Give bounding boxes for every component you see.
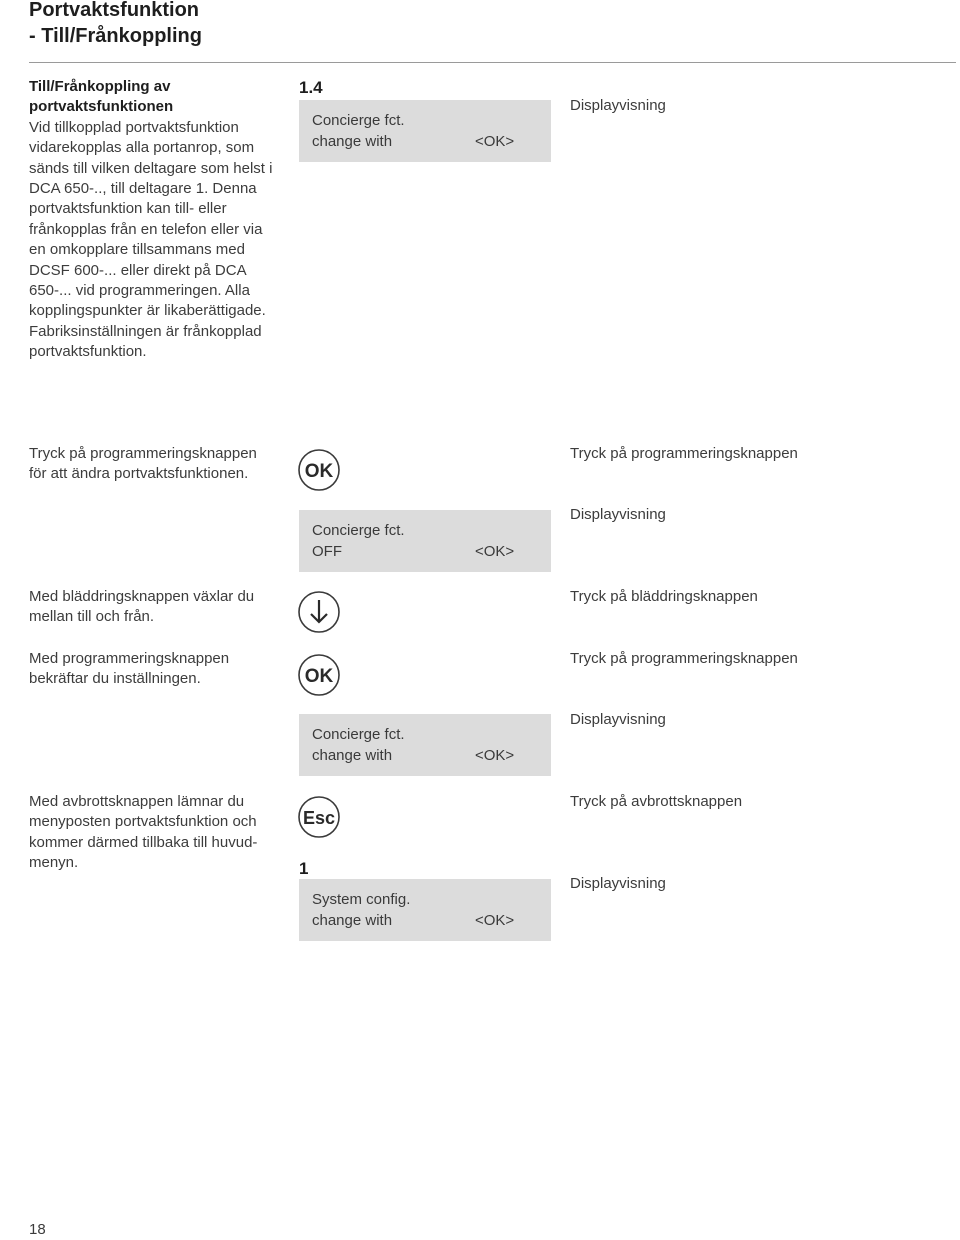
display-ok-hint: <OK> xyxy=(475,747,515,764)
header-divider xyxy=(29,62,956,63)
intro-line: DCSF 600-... eller direkt på DCA xyxy=(29,261,247,279)
intro-line: en omkopplare tillsammans med xyxy=(29,241,245,259)
label-display: Displayvisning xyxy=(570,711,666,728)
display-line1: Concierge fct. xyxy=(312,112,405,129)
intro-heading-line2: portvaktsfunktionen xyxy=(29,98,174,116)
ok-key-icon xyxy=(298,449,340,491)
display-line2: OFF xyxy=(312,543,342,560)
display-line2: change with xyxy=(312,747,393,764)
display-line1: System config. xyxy=(312,891,411,908)
display-panel xyxy=(299,879,551,941)
intro-line: vidarekopplas alla portanrop, som xyxy=(29,139,255,157)
display-line1: Concierge fct. xyxy=(312,522,405,539)
intro-heading-line1: Till/Frånkoppling av xyxy=(29,78,171,95)
intro-line: kopplingspunkter är likaberättigade. xyxy=(29,302,266,320)
step-text-scroll xyxy=(29,587,289,628)
step-line: Med avbrottsknappen lämnar du xyxy=(29,793,245,810)
step-line: menyn. xyxy=(29,854,79,872)
page-number: 18 xyxy=(29,1221,46,1238)
esc-key-icon xyxy=(298,796,340,838)
ok-key-icon xyxy=(298,654,340,696)
display-line2: change with xyxy=(312,912,393,929)
ok-key-label: OK xyxy=(304,461,334,482)
section-number-1: 1 xyxy=(299,859,309,878)
step-line: bekräftar du inställningen. xyxy=(29,670,201,688)
step-line: för att ändra portvaktsfunktionen. xyxy=(29,465,249,483)
title-line-2: - Till/Frånkoppling xyxy=(29,25,202,47)
step-line: mellan till och från. xyxy=(29,608,155,626)
display-ok-hint: <OK> xyxy=(475,912,515,929)
display-ok-hint: <OK> xyxy=(475,543,515,560)
display-ok-hint: <OK> xyxy=(475,133,515,150)
label-display: Displayvisning xyxy=(570,506,666,523)
label-display: Displayvisning xyxy=(570,875,666,892)
intro-line: DCA 650-.., till deltagare 1. Denna xyxy=(29,180,257,198)
intro-line: Fabriksinställningen är frånkopplad xyxy=(29,322,262,340)
step-text-escape xyxy=(29,792,289,874)
display-line2: change with xyxy=(312,133,393,150)
step-line: Med programmeringsknappen xyxy=(29,650,230,667)
label-press-esc: Tryck på avbrottsknappen xyxy=(570,793,743,810)
step-line: menyposten portvaktsfunktion och xyxy=(29,813,257,831)
intro-line: 650-... vid programmeringen. Alla xyxy=(29,282,250,300)
scroll-down-key-icon xyxy=(298,591,340,633)
intro-paragraph xyxy=(29,77,284,363)
esc-key-label: Esc xyxy=(302,808,336,828)
section-number-1-4: 1.4 xyxy=(299,78,323,97)
label-press-prog: Tryck på programmeringsknappen xyxy=(570,650,798,667)
intro-line: portvaktsfunktion. xyxy=(29,343,147,361)
intro-line: Vid tillkopplad portvaktsfunktion xyxy=(29,118,239,136)
display-panel xyxy=(299,100,551,162)
label-press-scroll: Tryck på bläddringsknappen xyxy=(570,588,758,605)
title-line-1: Portvaktsfunktion xyxy=(29,0,200,21)
intro-line: sänds till vilken deltagare som helst i xyxy=(29,159,273,177)
intro-line: portvaktsfunktion kan till- eller xyxy=(29,200,227,218)
ok-key-label: OK xyxy=(304,666,334,687)
intro-line: frånkopplas från en telefon eller via xyxy=(29,220,263,238)
display-panel xyxy=(299,714,551,776)
display-panel xyxy=(299,510,551,572)
display-line1: Concierge fct. xyxy=(312,726,405,743)
step-line: kommer därmed tillbaka till huvud- xyxy=(29,833,258,851)
label-press-prog: Tryck på programmeringsknappen xyxy=(570,445,798,462)
label-display: Displayvisning xyxy=(570,97,666,114)
step-line: Tryck på programmeringsknappen xyxy=(29,445,257,462)
step-text-press-prog xyxy=(29,444,289,485)
page-title xyxy=(29,0,202,49)
step-text-confirm xyxy=(29,649,289,690)
step-line: Med bläddringsknappen växlar du xyxy=(29,588,255,605)
